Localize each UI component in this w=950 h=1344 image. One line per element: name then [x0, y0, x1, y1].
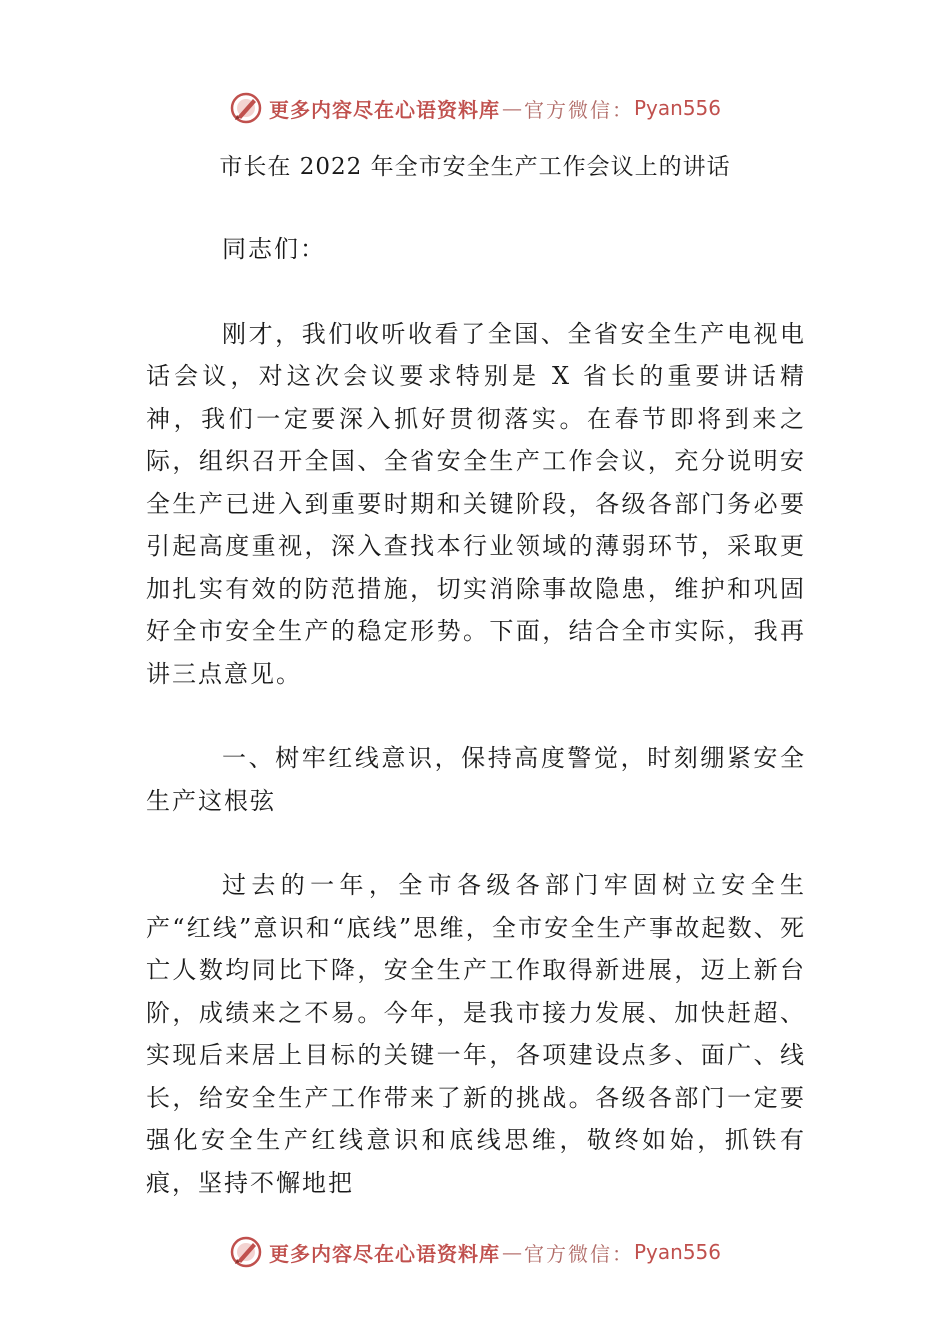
watermark-dash: —: [501, 1240, 522, 1264]
pen-seal-icon: [229, 1235, 263, 1269]
document-title: 市长在 2022 年全市安全生产工作会议上的讲话: [219, 154, 731, 180]
section-heading-1: 一、树牢红线意识，保持高度警觉，时刻绷紧安全生产这根弦: [146, 744, 806, 815]
watermark-wechat-id: Pyan556: [633, 96, 721, 120]
paragraph-section-1: 过去的一年，全市各级各部门牢固树立安全生产“红线”意识和“底线”思维，全市安全生产事故起数、死亡人数均同比下降，安全生产工作取得新进展，迈上新台阶，成绩来之不易。今年，是我市接力发展、加快赶超、实现后来居上目标的关键一年，各项建设点多、面广、线长，给安全生产工作带来了新的挑战。各级各部门一定要强化安全生产红线意识和底线思维，敬终如始，抓铁有痕，坚持不懈地把: [146, 871, 806, 1197]
document-body: [146, 228, 806, 1204]
header-watermark: [0, 88, 950, 128]
watermark-brand: 更多内容尽在心语资料库: [268, 1241, 500, 1266]
paragraph-intro: 刚才，我们收听收看了全国、全省安全生产电视电话会议，对这次会议要求特别是 X 省长的重要讲话精神，我们一定要深入抓好贯彻落实。在春节即将到来之际，组织召开全国、全省安全生产工作会议，充分说明安全生产已进入到重要时期和关键阶段，各级各部门务必要引起高度重视，深入查找本行业领域的薄弱环节，采取更加扎实有效的防范措施，切实消除事故隐患，维护和巩固好全市安全生产的稳定形势。下面，结合全市实际，我再讲三点意见。: [146, 319, 806, 688]
watermark-brand: 更多内容尽在心语资料库: [268, 97, 500, 122]
watermark-dash: —: [501, 96, 522, 120]
watermark-wechat-id: Pyan556: [633, 1240, 721, 1264]
salutation: 同志们：: [222, 235, 326, 263]
pen-seal-icon: [229, 91, 263, 125]
watermark-wechat-label: 官方微信：: [523, 1241, 634, 1266]
watermark-wechat-label: 官方微信：: [523, 97, 634, 122]
footer-watermark: [0, 1232, 950, 1272]
